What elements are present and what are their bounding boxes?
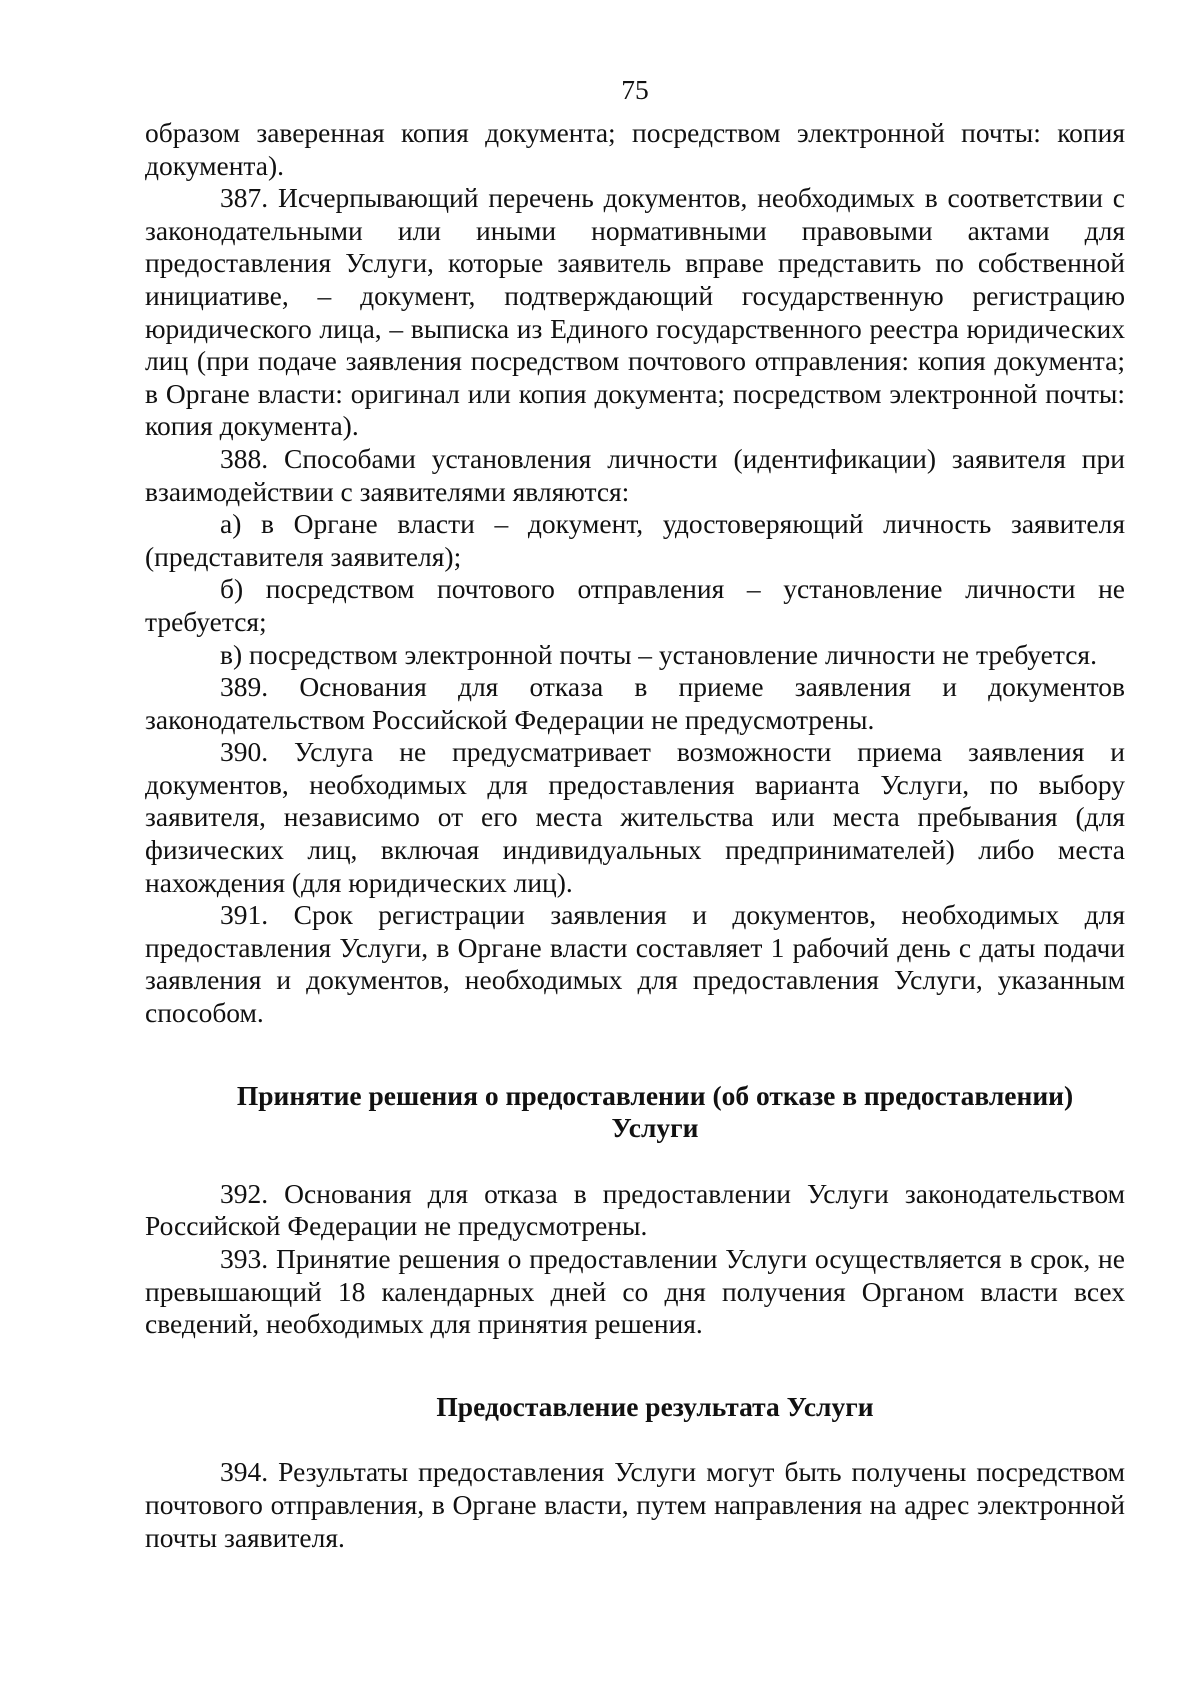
section-heading-decision-line2: Услуги: [611, 1112, 699, 1144]
section-result-body: [145, 1456, 1125, 1554]
paragraph-continuation: образом заверенная копия документа; посредством электронной почты: копия документа).: [145, 117, 1125, 181]
paragraph-394: 394. Результаты предоставления Услуги могут быть получены посредством почтового отправления, в Органе власти, путем направления на адрес электронной почты заявителя.: [145, 1456, 1125, 1553]
section-heading-decision-line1: Принятие решения о предоставлении (об отказе в предоставлении): [236, 1079, 1074, 1111]
section-heading-decision: [145, 1080, 1125, 1145]
document-body: [145, 117, 1125, 1554]
paragraph-388-b: б) посредством почтового отправления – установление личности не требуется;: [145, 573, 1125, 637]
paragraph-387: 387. Исчерпывающий перечень документов, необходимых в соответствии с законодательными или иными нормативными правовыми актами для предоставления Услуги, которые заявитель вправе представить по собственной инициативе, – документ, подтверждающий государственную регистрацию юридического лица, – выписка из Единого государственного реестра юридических лиц (при подаче заявления посредством почтового отправления: копия документа; в Органе власти: оригинал или копия документа; посредством электронной почты: копия документа).: [145, 182, 1125, 442]
paragraph-392: 392. Основания для отказа в предоставлении Услуги законодательством Российской Федерации не предусмотрены.: [145, 1177, 1125, 1242]
paragraph-388-v: в) посредством электронной почты – установление личности не требуется.: [220, 638, 1097, 670]
paragraph-391: 391. Срок регистрации заявления и документов, необходимых для предоставления Услуги, в Органе власти составляет 1 рабочий день с даты подачи заявления и документов, необходимых для предоставления Услуги, указанным способом.: [145, 899, 1125, 1029]
paragraph-388: 388. Способами установления личности (идентификации) заявителя при взаимодействии с заявителями являются:: [145, 442, 1125, 507]
paragraph-389: 389. Основания для отказа в приеме заявления и документов законодательством Российской Федерации не предусмотрены.: [145, 671, 1125, 735]
paragraph-393: 393. Принятие решения о предоставлении Услуги осуществляется в срок, не превышающий 18 календарных дней со дня получения Органом власти всех сведений, необходимых для принятия решения.: [145, 1243, 1125, 1340]
paragraph-390: 390. Услуга не предусматривает возможности приема заявления и документов, необходимых для предоставления варианта Услуги, по выбору заявителя, независимо от его места жительства или места пребывания (для физических лиц, включая индивидуальных предпринимателей) либо места нахождения (для юридических лиц).: [145, 736, 1125, 898]
paragraph-388-a: а) в Органе власти – документ, удостоверяющий личность заявителя (представителя заявителя);: [145, 508, 1125, 572]
section-heading-result: Предоставление результата Услуги: [436, 1390, 874, 1422]
page-number: 75: [621, 74, 649, 105]
section-decision-body: [145, 1178, 1125, 1341]
